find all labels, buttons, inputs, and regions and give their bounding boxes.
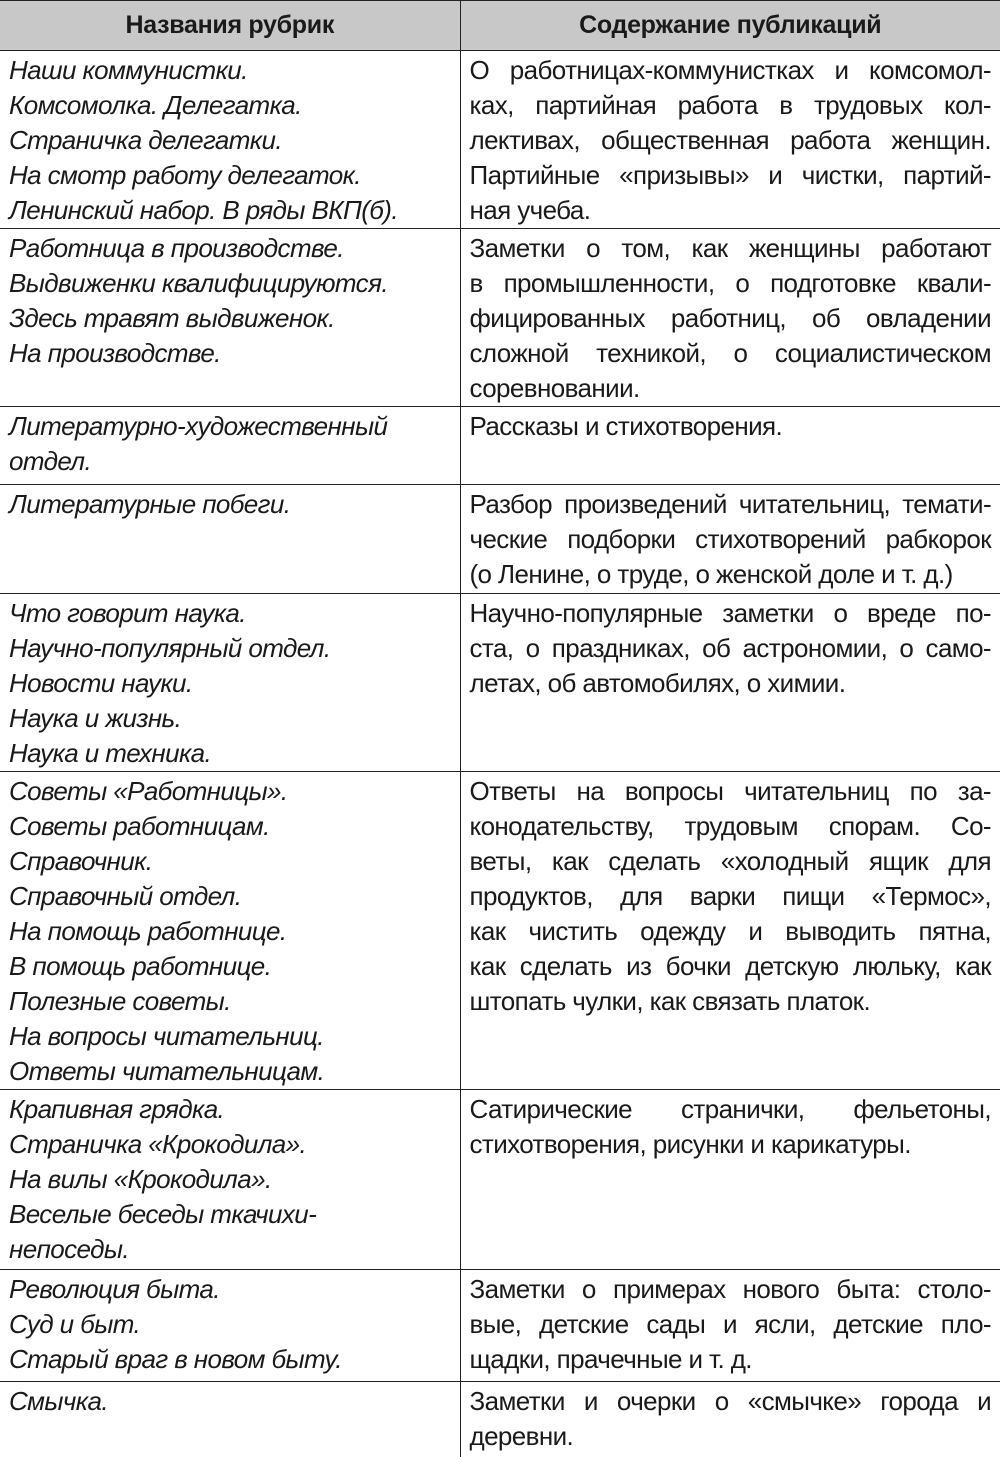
content-line: как чистить одежду и выводить пятна, [469,916,991,946]
rubric-name: Веселые беседы ткачихи- [9,1199,317,1229]
table-body [0,51,1000,1457]
publication-content-cell [460,1090,1000,1270]
content-line: стихотворения, рисунки и карикатуры. [469,1129,911,1159]
header-rubric-names: Названия рубрик [0,1,460,51]
rubric-name: Комсомолка. Делегатка. [9,90,302,120]
rubric-name: В помощь работнице. [9,951,272,981]
rubric-name: Ответы читательницам. [9,1056,325,1086]
rubric-name: Здесь травят выдвиженок. [9,303,335,333]
publication-content-cell [460,772,1000,1090]
rubric-name: Старый враг в новом быту. [9,1344,342,1374]
rubric-name: Наши коммунистки. [9,55,248,85]
rubric-name: Что говорит наука. [9,598,246,628]
rubric-names-cell [0,51,460,229]
publication-content-cell [460,594,1000,772]
rubric-name: отдел. [9,446,92,476]
content-line: Заметки о том, как женщины работают [469,233,991,263]
content-line: Рассказы и стихотворения. [469,411,783,441]
content-line: вые, детские сады и ясли, детские пло- [469,1309,991,1339]
rubric-name: Справочный отдел. [9,881,242,911]
rubric-names-cell [0,1270,460,1382]
rubric-name: Крапивная грядка. [9,1094,225,1124]
content-line: ческие подборки стихотворений рабкорок [469,524,991,554]
publication-content-cell [460,51,1000,229]
content-line: деревни. [469,1421,574,1451]
rubric-names-cell [0,407,460,485]
rubric-names-cell [0,1090,460,1270]
content-line: ста, о праздниках, об астрономии, о само- [469,633,991,663]
table-row [0,1270,1000,1382]
table-row [0,1090,1000,1270]
rubric-name: Смычка. [9,1386,108,1416]
rubric-name: Советы «Работницы». [9,776,288,806]
content-line: лективах, общественная работа женщин. [469,125,991,155]
content-line: фицированных работниц, об овладении [469,303,991,333]
content-line: соревновании. [469,373,640,403]
rubric-name: Страничка делегатки. [9,125,282,155]
content-line: ках, партийная работа в трудовых кол- [469,90,991,120]
rubric-name: Суд и быт. [9,1309,141,1339]
content-line: Ответы на вопросы читательниц по за- [469,776,991,806]
content-line: Партийные «призывы» и чистки, партий- [469,160,991,190]
rubric-names-cell [0,772,460,1090]
content-line: веты, как сделать «холодный ящик для [469,846,991,876]
rubric-name: Страничка «Крокодила». [9,1129,307,1159]
content-line: (о Ленине, о труде, о женской доле и т. д.) [469,559,953,589]
rubric-name: Научно-популярный отдел. [9,633,331,663]
rubric-name: Литературно-художественный [9,411,388,441]
content-line: как сделать из бочки детскую люльку, как [469,951,991,981]
content-line: летах, об автомобилях, о химии. [469,668,846,698]
rubric-name: На производстве. [9,338,221,368]
rubric-name: Полезные советы. [9,986,231,1016]
rubric-name: Революция быта. [9,1274,220,1304]
publication-content-cell [460,1382,1000,1457]
rubric-name: Ленинский набор. В ряды ВКП(б). [9,195,398,225]
publication-content-cell [460,485,1000,594]
rubric-name: Выдвиженки квалифицируются. [9,268,388,298]
rubric-name: Литературные побеги. [9,489,291,519]
content-line: продуктов, для варки пищи «Термос», [469,881,991,911]
table-header-row [0,1,1000,51]
rubric-names-cell [0,1382,460,1457]
content-line: Разбор произведений читательниц, темати- [469,489,991,519]
rubric-names-cell [0,594,460,772]
content-line: конодательству, трудовым спорам. Со- [469,811,991,841]
table-row [0,772,1000,1090]
rubric-name: На вилы «Крокодила». [9,1164,272,1194]
rubric-name: Наука и техника. [9,738,212,768]
rubric-name: На вопросы читательниц. [9,1021,324,1051]
rubric-name: На смотр работу делегаток. [9,160,361,190]
content-line: щадки, прачечные и т. д. [469,1344,752,1374]
rubric-name: Наука и жизнь. [9,703,182,733]
publication-content-cell [460,407,1000,485]
content-line: Заметки и очерки о «смычке» города и [469,1386,991,1416]
header-publication-content: Содержание публикаций [460,1,1000,51]
table-row [0,407,1000,485]
rubric-name: непоседы. [9,1234,130,1264]
table-row [0,229,1000,407]
rubric-name: Справочник. [9,846,153,876]
rubric-name: На помощь работнице. [9,916,287,946]
rubric-name: Новости науки. [9,668,193,698]
table-row [0,485,1000,594]
rubric-name: Советы работницам. [9,811,270,841]
rubric-names-cell [0,229,460,407]
rubric-name: Работница в производстве. [9,233,344,263]
rubric-names-cell [0,485,460,594]
content-line: Заметки о примерах нового быта: столо- [469,1274,991,1304]
table-row [0,51,1000,229]
content-line: Сатирические странички, фельетоны, [469,1094,991,1124]
content-line: Научно-популярные заметки о вреде по- [469,598,991,628]
content-line: штопать чулки, как связать платок. [469,986,871,1016]
content-line: О работницах-коммунистках и комсомол- [469,55,991,85]
table-row [0,1382,1000,1457]
publication-content-cell [460,1270,1000,1382]
content-line: сложной техникой, о социалистическом [469,338,991,368]
publication-content-cell [460,229,1000,407]
table-row [0,594,1000,772]
content-line: ная учеба. [469,195,591,225]
content-line: в промышленности, о подготовке квали- [469,268,991,298]
